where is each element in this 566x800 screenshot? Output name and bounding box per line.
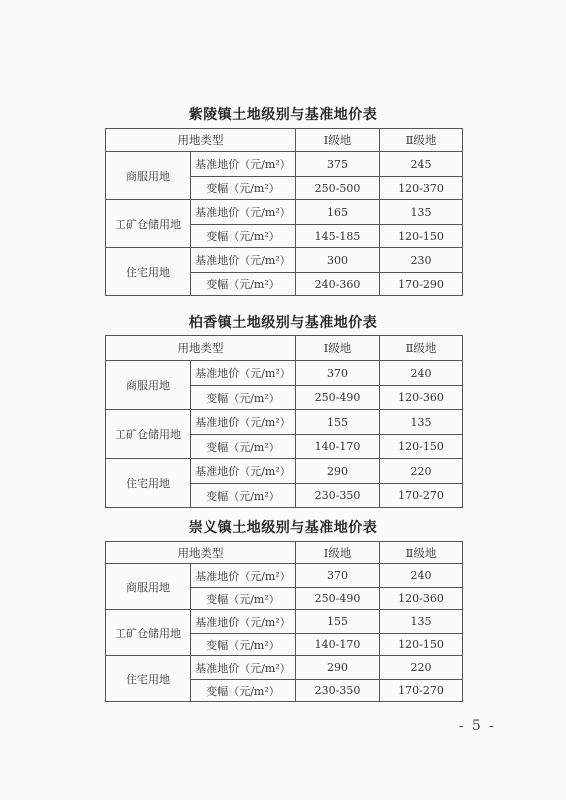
row-label: 变幅（元/m²） xyxy=(191,588,296,610)
group-residential: 住宅用地 xyxy=(106,248,191,296)
cell-grade-1: 250-490 xyxy=(296,588,380,610)
cell-grade-2: 135 xyxy=(380,610,463,634)
cell-grade-2: 120-150 xyxy=(380,225,463,248)
cell-grade-2: 230 xyxy=(380,248,463,273)
cell-grade-1: 145-185 xyxy=(296,225,380,248)
row-label: 基准地价（元/m²） xyxy=(191,361,296,386)
cell-grade-1: 290 xyxy=(296,656,380,680)
header-land-type: 用地类型 xyxy=(106,542,296,564)
cell-grade-1: 250-490 xyxy=(296,386,380,410)
row-label: 变幅（元/m²） xyxy=(191,435,296,459)
cell-grade-1: 230-350 xyxy=(296,680,380,702)
group-residential: 住宅用地 xyxy=(106,656,191,702)
cell-grade-1: 155 xyxy=(296,410,380,435)
cell-grade-2: 240 xyxy=(380,564,463,588)
cell-grade-2: 220 xyxy=(380,459,463,484)
table-header-row xyxy=(106,129,463,152)
table-row xyxy=(106,200,463,225)
table-row xyxy=(106,248,463,273)
row-label: 变幅（元/m²） xyxy=(191,273,296,296)
row-label: 变幅（元/m²） xyxy=(191,680,296,702)
table-header-row xyxy=(106,336,463,361)
cell-grade-1: 250-500 xyxy=(296,177,380,200)
group-commercial: 商服用地 xyxy=(106,152,191,200)
cell-grade-2: 170-270 xyxy=(380,680,463,702)
row-label: 基准地价（元/m²） xyxy=(191,200,296,225)
row-label: 基准地价（元/m²） xyxy=(191,610,296,634)
land-price-table-chongyi xyxy=(105,541,463,702)
table-row xyxy=(106,564,463,588)
cell-grade-1: 140-170 xyxy=(296,634,380,656)
cell-grade-2: 135 xyxy=(380,410,463,435)
cell-grade-2: 170-290 xyxy=(380,273,463,296)
row-label: 变幅（元/m²） xyxy=(191,386,296,410)
row-label: 变幅（元/m²） xyxy=(191,177,296,200)
header-land-type: 用地类型 xyxy=(106,336,296,361)
row-label: 变幅（元/m²） xyxy=(191,634,296,656)
cell-grade-2: 170-270 xyxy=(380,484,463,508)
table-row xyxy=(106,610,463,634)
cell-grade-2: 120-370 xyxy=(380,177,463,200)
row-label: 基准地价（元/m²） xyxy=(191,656,296,680)
group-commercial: 商服用地 xyxy=(106,361,191,410)
cell-grade-1: 375 xyxy=(296,152,380,177)
cell-grade-2: 220 xyxy=(380,656,463,680)
group-industrial: 工矿仓储用地 xyxy=(106,200,191,248)
row-label: 基准地价（元/m²） xyxy=(191,459,296,484)
row-label: 变幅（元/m²） xyxy=(191,484,296,508)
table-row xyxy=(106,459,463,484)
row-label: 基准地价（元/m²） xyxy=(191,248,296,273)
cell-grade-1: 230-350 xyxy=(296,484,380,508)
group-residential: 住宅用地 xyxy=(106,459,191,508)
table-row xyxy=(106,361,463,386)
row-label: 基准地价（元/m²） xyxy=(191,564,296,588)
land-price-table-baixiang xyxy=(105,335,463,508)
cell-grade-2: 120-150 xyxy=(380,634,463,656)
group-industrial: 工矿仓储用地 xyxy=(106,410,191,459)
cell-grade-1: 370 xyxy=(296,564,380,588)
cell-grade-2: 120-360 xyxy=(380,386,463,410)
header-grade-2: Ⅱ级地 xyxy=(380,336,463,361)
cell-grade-2: 120-150 xyxy=(380,435,463,459)
cell-grade-1: 155 xyxy=(296,610,380,634)
cell-grade-2: 120-360 xyxy=(380,588,463,610)
table-row xyxy=(106,656,463,680)
cell-grade-1: 370 xyxy=(296,361,380,386)
table-header-row xyxy=(106,542,463,564)
page-number: - 5 - xyxy=(458,718,496,734)
header-land-type: 用地类型 xyxy=(106,129,296,152)
row-label: 基准地价（元/m²） xyxy=(191,410,296,435)
table-title-ziling: 紫陵镇土地级别与基准地价表 xyxy=(188,107,378,123)
group-industrial: 工矿仓储用地 xyxy=(106,610,191,656)
cell-grade-1: 240-360 xyxy=(296,273,380,296)
group-commercial: 商服用地 xyxy=(106,564,191,610)
table-title-baixiang: 柏香镇土地级别与基准地价表 xyxy=(188,315,378,331)
header-grade-1: Ⅰ级地 xyxy=(296,129,380,152)
cell-grade-1: 300 xyxy=(296,248,380,273)
row-label: 基准地价（元/m²） xyxy=(191,152,296,177)
cell-grade-1: 140-170 xyxy=(296,435,380,459)
header-grade-1: Ⅰ级地 xyxy=(296,336,380,361)
header-grade-2: Ⅱ级地 xyxy=(380,542,463,564)
header-grade-1: Ⅰ级地 xyxy=(296,542,380,564)
table-row xyxy=(106,152,463,177)
row-label: 变幅（元/m²） xyxy=(191,225,296,248)
cell-grade-1: 165 xyxy=(296,200,380,225)
header-grade-2: Ⅱ级地 xyxy=(380,129,463,152)
land-price-table-ziling xyxy=(105,128,463,296)
table-row xyxy=(106,410,463,435)
cell-grade-2: 240 xyxy=(380,361,463,386)
cell-grade-2: 135 xyxy=(380,200,463,225)
cell-grade-1: 290 xyxy=(296,459,380,484)
cell-grade-2: 245 xyxy=(380,152,463,177)
table-title-chongyi: 崇义镇土地级别与基准地价表 xyxy=(188,520,378,536)
